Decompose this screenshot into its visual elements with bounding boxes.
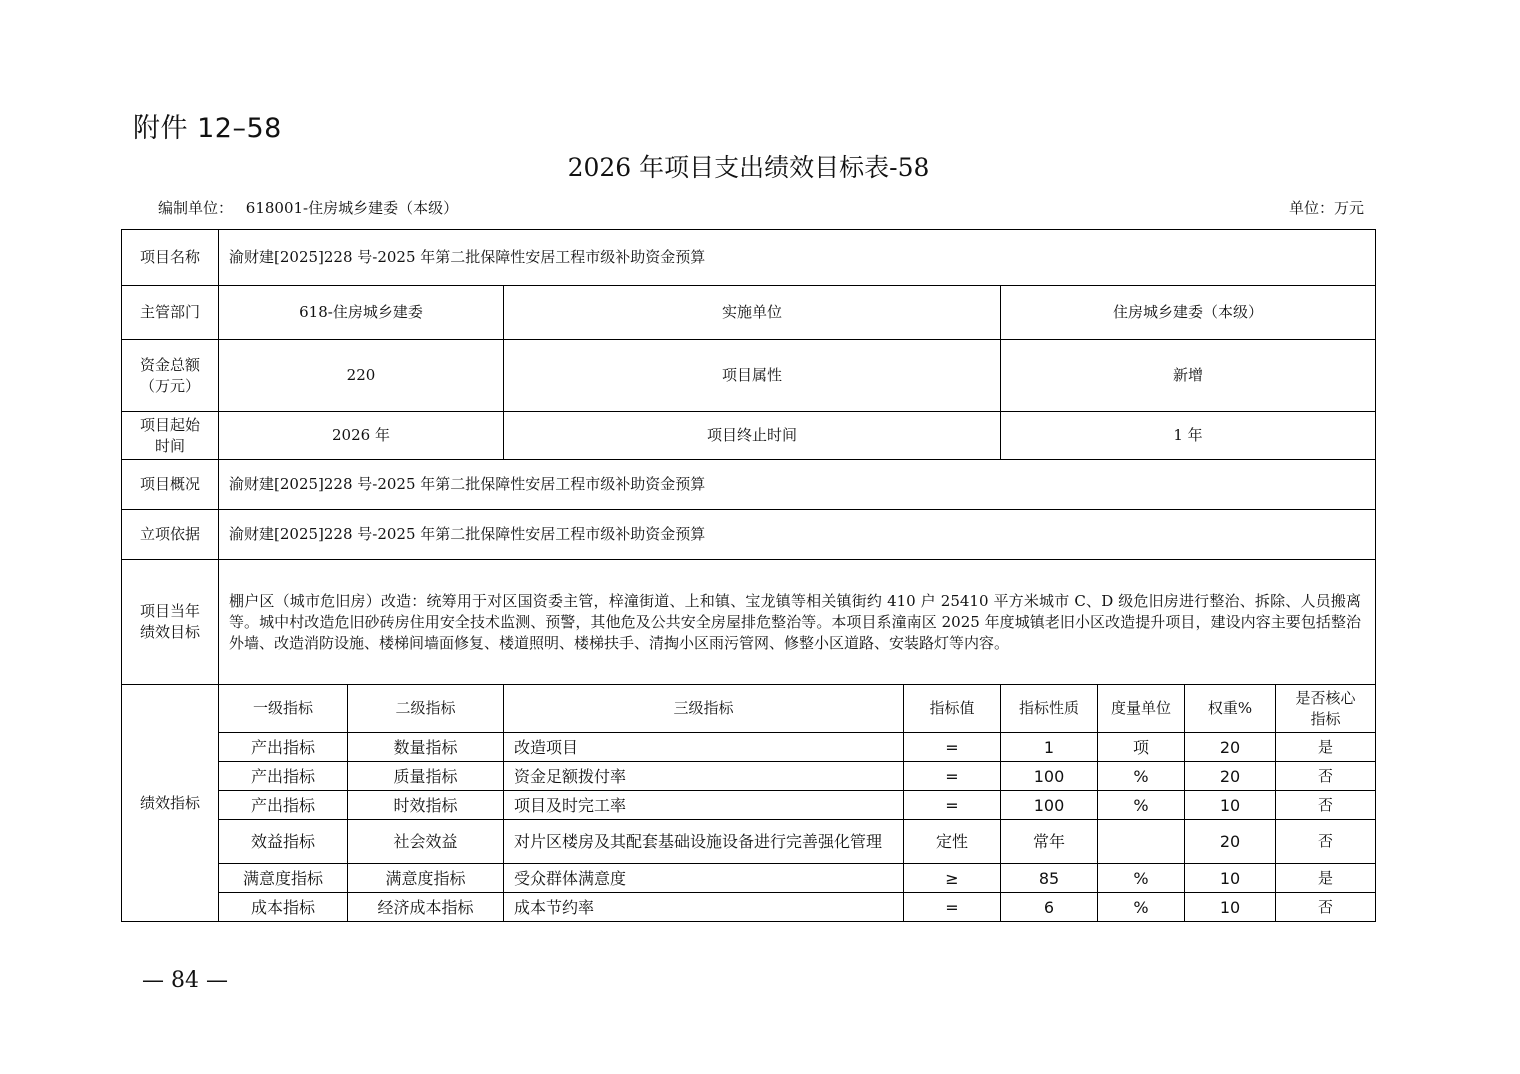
page-number: — 84 — <box>142 968 228 993</box>
indicator-row <box>122 762 1376 791</box>
indicator-unit <box>1098 820 1185 864</box>
indicator-op: = <box>904 762 1001 791</box>
indicator-core: 否 <box>1276 893 1376 922</box>
indicator-row <box>122 733 1376 762</box>
indicator-op: 定性 <box>904 820 1001 864</box>
project-name-label: 项目名称 <box>122 230 219 286</box>
basis-label: 立项依据 <box>122 510 219 560</box>
overview-label: 项目概况 <box>122 460 219 510</box>
page-title: 2026 年项目支出绩效目标表-58 <box>567 153 930 182</box>
row-overview <box>122 460 1376 510</box>
indicator-l1: 成本指标 <box>219 893 348 922</box>
indicator-l3: 改造项目 <box>504 733 904 762</box>
indicator-l3: 成本节约率 <box>504 893 904 922</box>
indicator-weight: 10 <box>1185 864 1276 893</box>
indicator-core: 否 <box>1276 820 1376 864</box>
indicator-core: 是 <box>1276 733 1376 762</box>
indicator-l3: 项目及时完工率 <box>504 791 904 820</box>
indicator-l2: 社会效益 <box>348 820 504 864</box>
indicator-header-row <box>122 685 1376 733</box>
indicator-row <box>122 864 1376 893</box>
header-value: 指标值 <box>904 685 1001 733</box>
indicator-l2: 经济成本指标 <box>348 893 504 922</box>
currency-unit: 单位：万元 <box>1288 199 1364 217</box>
indicator-op: = <box>904 893 1001 922</box>
indicator-value: 常年 <box>1001 820 1098 864</box>
end-label: 项目终止时间 <box>504 412 1001 460</box>
indicator-core: 是 <box>1276 864 1376 893</box>
indicator-l3: 受众群体满意度 <box>504 864 904 893</box>
indicator-l3: 对片区楼房及其配套基础设施设备进行完善强化管理 <box>504 820 904 864</box>
attr-label: 项目属性 <box>504 340 1001 412</box>
indicator-op: = <box>904 791 1001 820</box>
funds-value: 220 <box>219 340 504 412</box>
indicator-weight: 20 <box>1185 820 1276 864</box>
indicator-core: 否 <box>1276 762 1376 791</box>
row-start <box>122 412 1376 460</box>
compiler-unit <box>158 197 458 218</box>
indicator-value: 85 <box>1001 864 1098 893</box>
start-label: 项目起始时间 <box>122 412 219 460</box>
indicator-l2: 时效指标 <box>348 791 504 820</box>
row-goal <box>122 560 1376 685</box>
goal-value: 棚户区（城市危旧房）改造：统筹用于对区国资委主管，梓潼街道、上和镇、宝龙镇等相关镇街约 410 户 25410 平方米城市 C、D 级危旧房进行整治、拆除、人员搬离等。城中村改造危旧砂砖房住用安全技术监测、预警，其他危及公共安全房屋排危整治等。本项目系潼南区 2025 年度城镇老旧小区改造提升项目，建设内容主要包括整治外墙、改造消防设施、楼梯间墙面修复、楼道照明、楼梯扶手、清掏小区雨污管网、修整小区道路、安装路灯等内容。 <box>219 560 1376 685</box>
indicator-l2: 数量指标 <box>348 733 504 762</box>
goal-label: 项目当年绩效目标 <box>122 560 219 685</box>
indicator-value: 1 <box>1001 733 1098 762</box>
header-l3: 三级指标 <box>504 685 904 733</box>
dept-label: 主管部门 <box>122 286 219 340</box>
indicator-unit: % <box>1098 893 1185 922</box>
header-l1: 一级指标 <box>219 685 348 733</box>
indicator-value: 100 <box>1001 762 1098 791</box>
compiler-label: 编制单位： <box>158 199 234 217</box>
impl-value: 住房城乡建委（本级） <box>1001 286 1376 340</box>
indicator-l1: 产出指标 <box>219 733 348 762</box>
project-name-value: 渝财建[2025]228 号-2025 年第二批保障性安居工程市级补助资金预算 <box>219 230 1376 286</box>
perf-label: 绩效指标 <box>122 685 219 922</box>
dept-value: 618-住房城乡建委 <box>219 286 504 340</box>
row-basis <box>122 510 1376 560</box>
indicator-weight: 20 <box>1185 733 1276 762</box>
impl-label: 实施单位 <box>504 286 1001 340</box>
indicator-op: = <box>904 733 1001 762</box>
indicator-row <box>122 791 1376 820</box>
funds-label: 资金总额（万元） <box>122 340 219 412</box>
header-core: 是否核心指标 <box>1276 685 1376 733</box>
indicator-value: 6 <box>1001 893 1098 922</box>
compiler-value: 618001-住房城乡建委（本级） <box>245 199 459 217</box>
indicator-unit: 项 <box>1098 733 1185 762</box>
header-l2: 二级指标 <box>348 685 504 733</box>
indicator-weight: 10 <box>1185 791 1276 820</box>
indicator-l1: 效益指标 <box>219 820 348 864</box>
indicator-unit: % <box>1098 762 1185 791</box>
indicator-l2: 满意度指标 <box>348 864 504 893</box>
indicator-core: 否 <box>1276 791 1376 820</box>
attr-value: 新增 <box>1001 340 1376 412</box>
end-value: 1 年 <box>1001 412 1376 460</box>
row-funds <box>122 340 1376 412</box>
basis-value: 渝财建[2025]228 号-2025 年第二批保障性安居工程市级补助资金预算 <box>219 510 1376 560</box>
header-unit: 度量单位 <box>1098 685 1185 733</box>
row-project-name <box>122 230 1376 286</box>
indicator-row <box>122 893 1376 922</box>
indicator-l1: 满意度指标 <box>219 864 348 893</box>
indicator-weight: 20 <box>1185 762 1276 791</box>
indicator-l3: 资金足额拨付率 <box>504 762 904 791</box>
indicator-l1: 产出指标 <box>219 791 348 820</box>
start-value: 2026 年 <box>219 412 504 460</box>
performance-table <box>121 229 1376 922</box>
indicator-row <box>122 820 1376 864</box>
indicator-value: 100 <box>1001 791 1098 820</box>
header-nature: 指标性质 <box>1001 685 1098 733</box>
header-weight: 权重% <box>1185 685 1276 733</box>
indicator-unit: % <box>1098 864 1185 893</box>
indicator-weight: 10 <box>1185 893 1276 922</box>
indicator-op: ≥ <box>904 864 1001 893</box>
indicator-unit: % <box>1098 791 1185 820</box>
indicator-l1: 产出指标 <box>219 762 348 791</box>
row-dept <box>122 286 1376 340</box>
attachment-label: 附件 12–58 <box>133 113 282 144</box>
overview-value: 渝财建[2025]228 号-2025 年第二批保障性安居工程市级补助资金预算 <box>219 460 1376 510</box>
indicator-l2: 质量指标 <box>348 762 504 791</box>
